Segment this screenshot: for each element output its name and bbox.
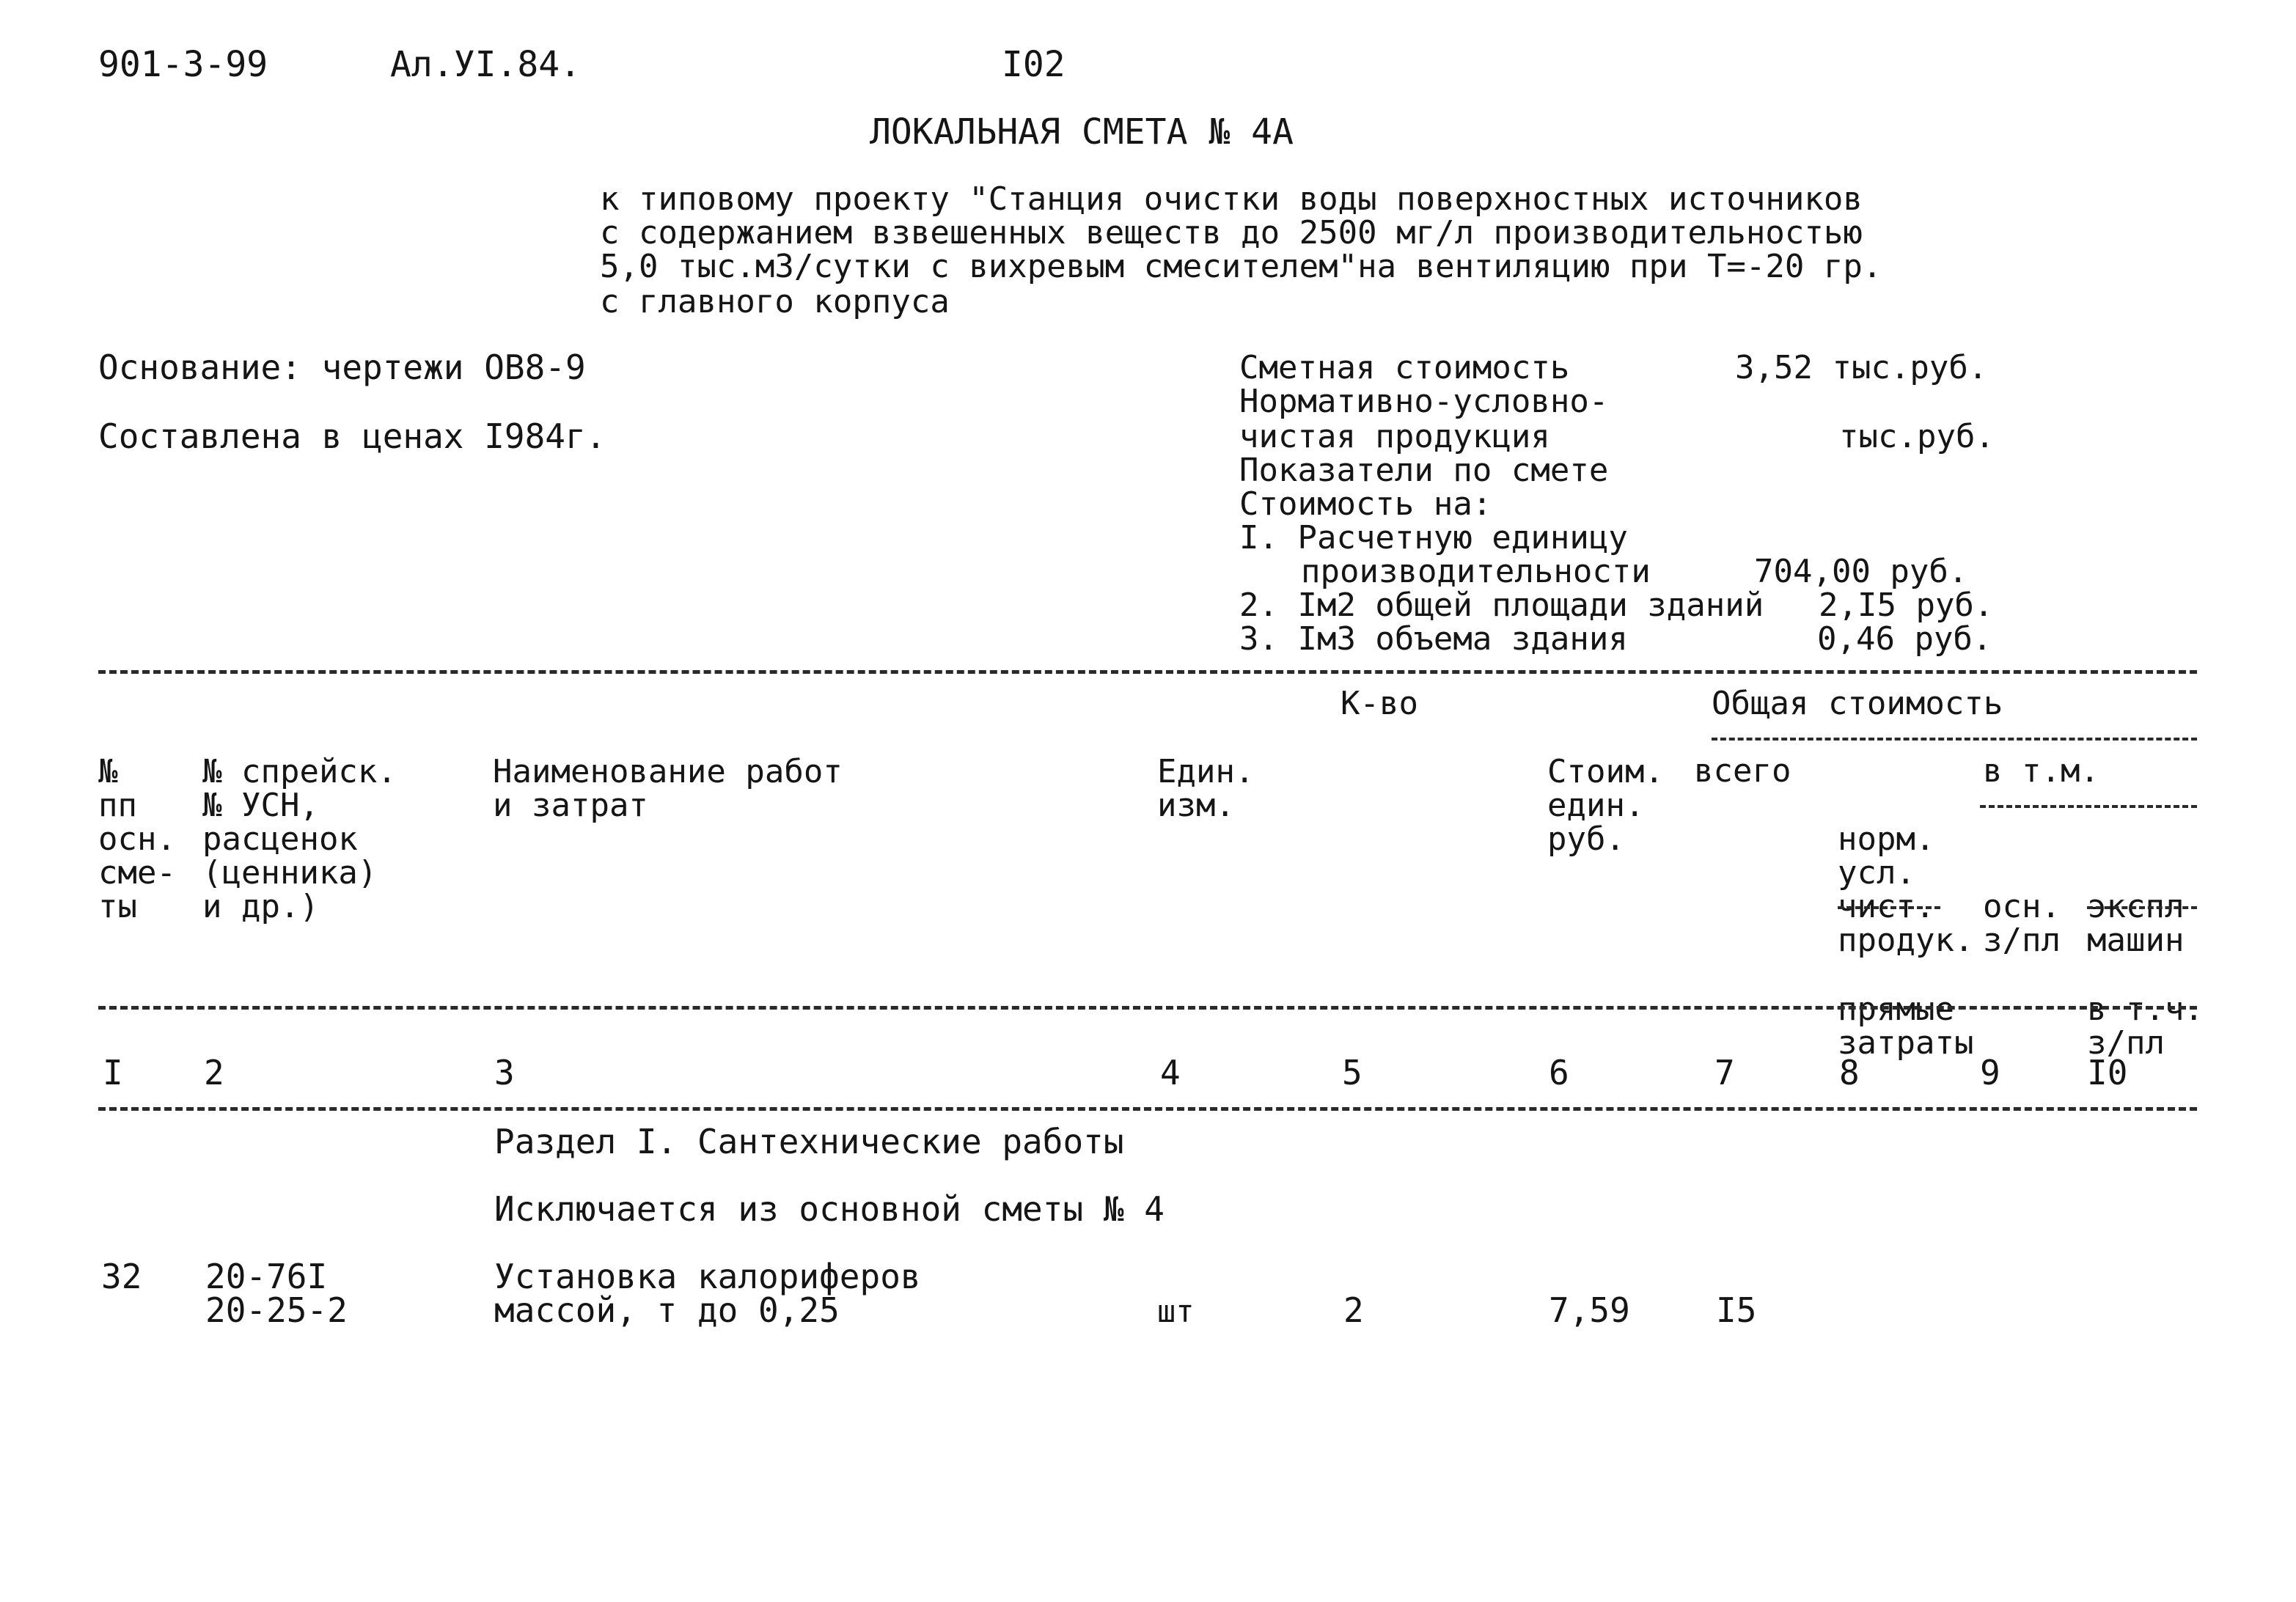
- row-total: I5: [1716, 1290, 1757, 1330]
- document-title: ЛОКАЛЬНАЯ СМЕТА № 4А: [870, 111, 1294, 153]
- indicators-label: Показатели по смете: [1239, 452, 1609, 489]
- header-col-10: экспл машин: [2087, 888, 2185, 959]
- header-incl-wages: в т.ч. з/пл: [2087, 991, 2204, 1062]
- document-code: 901-3-99: [98, 44, 268, 85]
- row-number: 32: [101, 1257, 142, 1296]
- header-col-6: Стоим. един. руб.: [1547, 753, 1664, 858]
- header-incl: в т.м.: [1983, 752, 2099, 790]
- header-col-8: норм. усл. чист. продук.: [1838, 820, 1974, 959]
- header-col-7: всего: [1694, 752, 1791, 790]
- indicator-2-label: 2. Iм2 общей площади зданий: [1239, 587, 1764, 624]
- indicator-2-value: 2,I5 руб.: [1819, 587, 1994, 624]
- column-number: 4: [1160, 1053, 1181, 1092]
- row-code: 20-76I: [205, 1257, 328, 1296]
- column-number: 5: [1342, 1053, 1362, 1092]
- basis-prices: Составлена в ценах I984г.: [98, 416, 606, 456]
- header-rule: [1980, 805, 2197, 808]
- cost-label: Сметная стоимость: [1239, 349, 1570, 386]
- cost-value: 3,52 тыс.руб.: [1735, 349, 1988, 386]
- album-number: Ал.УI.84.: [390, 44, 582, 85]
- header-total-cost: Общая стоимость: [1712, 685, 2003, 722]
- header-col-9: осн. з/пл: [1983, 888, 2061, 959]
- column-number: 9: [1980, 1053, 2000, 1092]
- header-col-5: К-во: [1340, 685, 1418, 722]
- row-unit-cost: 7,59: [1549, 1290, 1630, 1330]
- indicator-1-label: I. Расчетную единицу: [1239, 519, 1628, 556]
- subject-line: 5,0 тыс.м3/сутки с вихревым смесителем"на вентиляцию при Т=-20 гр.: [600, 248, 1882, 285]
- indicator-1-value: 704,00 руб.: [1754, 553, 1968, 590]
- header-rule: [1712, 738, 2197, 741]
- cost-on-label: Стоимость на:: [1239, 485, 1492, 523]
- column-number: 8: [1839, 1053, 1860, 1092]
- indicator-3-value: 0,46 руб.: [1817, 620, 1992, 658]
- column-number: 2: [204, 1053, 224, 1092]
- row-unit: шт: [1157, 1293, 1195, 1329]
- indicator-3-label: 3. Iм3 объема здания: [1239, 620, 1628, 658]
- subject-line: с содержанием взвешенных веществ до 2500 мг/л производительностью: [600, 214, 1863, 251]
- row-name: Установка калориферов: [494, 1257, 921, 1296]
- norm-label: чистая продукция: [1239, 418, 1550, 455]
- column-number: 7: [1714, 1053, 1735, 1092]
- header-col-4: Един. изм.: [1157, 753, 1255, 824]
- table-header-bottom-rule: [98, 1006, 2197, 1010]
- column-number: 6: [1549, 1053, 1569, 1092]
- header-col-3: Наименование работ и затрат: [493, 753, 843, 824]
- subject-line: к типовому проекту "Станция очистки воды поверхностных источников: [600, 180, 1863, 218]
- indicator-1-label: производительности: [1301, 553, 1651, 590]
- norm-value: тыс.руб.: [1839, 418, 1995, 455]
- column-number: 3: [494, 1053, 515, 1092]
- table-top-rule: [98, 670, 2197, 674]
- basis-drawings: Основание: чертежи ОВ8-9: [98, 348, 586, 387]
- row-code: 20-25-2: [205, 1290, 348, 1330]
- header-rule: [2087, 906, 2197, 909]
- header-col-1: № пп осн. сме- ты: [98, 753, 176, 925]
- page-number: I02: [1002, 44, 1066, 85]
- column-number: I0: [2087, 1053, 2128, 1092]
- section-note: Исключается из основной сметы № 4: [494, 1189, 1164, 1229]
- section-title: Раздел I. Сантехнические работы: [494, 1122, 1124, 1161]
- column-numbers-bottom-rule: [98, 1107, 2197, 1111]
- header-rule: [1838, 906, 1940, 909]
- subject-line: с главного корпуса: [600, 283, 950, 320]
- header-col-2: № спрейск. № УСН, расценок (ценника) и др.): [202, 753, 397, 925]
- header-direct-costs: прямые затраты: [1838, 991, 1974, 1062]
- column-number: I: [103, 1053, 123, 1092]
- norm-label: Нормативно-условно-: [1239, 383, 1609, 420]
- row-name: массой, т до 0,25: [494, 1290, 840, 1330]
- row-quantity: 2: [1343, 1290, 1364, 1330]
